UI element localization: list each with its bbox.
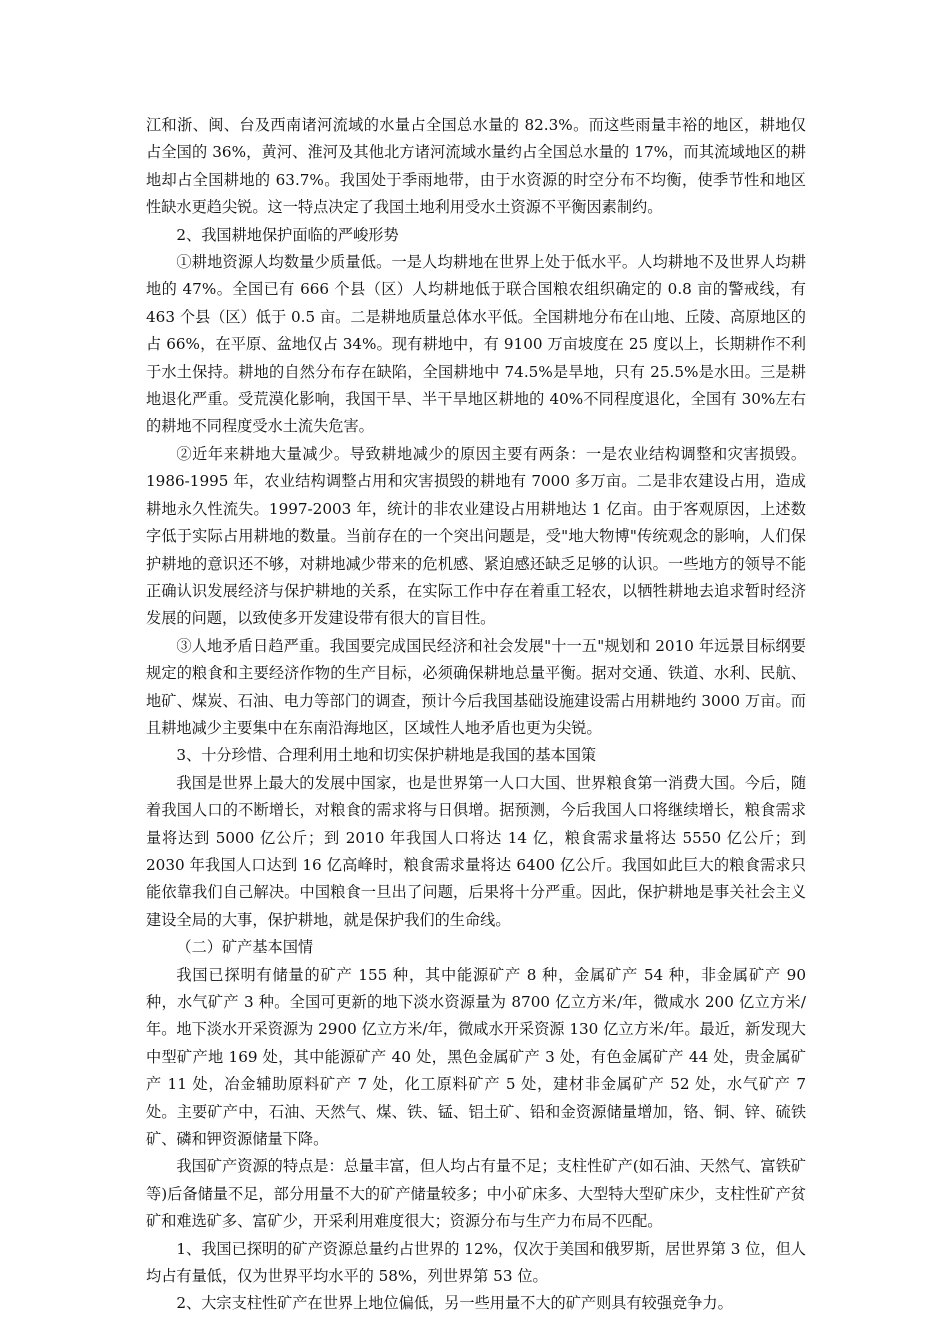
paragraph-pillar-minerals: 2、大宗支柱性矿产在世界上地位偏低，另一些用量不大的矿产则具有较强竞争力。 [176,1294,733,1313]
paragraph-farmland-decrease: ②近年来耕地大量减少。导致耕地减少的原因主要有两条：一是农业结构调整和灾害损毁。1986-1995 年，农业结构调整占用和灾害损毁的耕地有 7000 多万亩。二是非农建设占用，造成耕地永久性流失。1997-2003 年，统计的非农业建设占用耕地达 1 亿亩。由于客观原因，上述数字低于实际占用耕地的数量。当前存在的一个突出问题是，受"地大物博"传统观念的影响，人们保护耕地的意识还不够，对耕地减少带来的危机感、紧迫感还缺乏足够的认识。一些地方的领导不能正确认识发展经济与保护耕地的关系，在实际工作中存在着重工轻农，以牺牲耕地去追求暂时经济发展的问题，以致使多开发建设带有很大的盲目性。 [146,444,806,628]
paragraph-land-conflict: ③人地矛盾日趋严重。我国要完成国民经济和社会发展"十一五"规划和 2010 年远景目标纲要规定的粮食和主要经济作物的生产目标，必须确保耕地总量平衡。据对交通、铁道、水利、民航、地矿、煤炭、石油、电力等部门的调查，预计今后我国基础设施建设需占用耕地约 3000 万亩。而且耕地减少主要集中在东南沿海地区，区域性人地矛盾也更为尖锐。 [146,636,806,737]
paragraph-mineral-characteristics: 我国矿产资源的特点是：总量丰富，但人均占有量不足；支柱性矿产(如石油、天然气、富铁矿等)后备储量不足，部分用量不大的矿产储量较多；中小矿床多、大型特大型矿床少，支柱性矿产贫矿和难选矿多、富矿少，开采利用难度很大；资源分布与生产力布局不匹配。 [146,1157,806,1231]
paragraph-grain-demand: 我国是世界上最大的发展中国家，也是世界第一人口大国、世界粮食第一消费大国。今后，随着我国人口的不断增长，对粮食的需求将与日俱增。据预测，今后我国人口将继续增长，粮食需求量将达到 5000 亿公斤；到 2010 年我国人口将达 14 亿，粮食需求量将达 5550 亿公斤；到 2030 年我国人口达到 16 亿高峰时，粮食需求量将达 6400 亿公斤。我国如此巨大的粮食需求只能依靠我们自己解决。中国粮食一旦出了问题，后果将十分严重。因此，保护耕地是事关社会主义建设全局的大事，保护耕地，就是保护我们的生命线。 [146,773,806,929]
section-heading-basic-policy: 3、十分珍惜、合理利用土地和切实保护耕地是我国的基本国策 [176,746,597,765]
section-heading-mineral-conditions: （二）矿产基本国情 [176,938,314,957]
section-heading-farmland-situation: 2、我国耕地保护面临的严峻形势 [176,225,399,244]
paragraph-mineral-world-share: 1、我国已探明的矿产资源总量约占世界的 12%，仅次于美国和俄罗斯，居世界第 3 位，但人均占有量低，仅为世界平均水平的 58%，列世界第 53 位。 [146,1239,806,1286]
paragraph-water-distribution: 江和浙、闽、台及西南诸河流域的水量占全国总水量的 82.3%。而这些雨量丰裕的地区，耕地仅占全国的 36%，黄河、淮河及其他北方诸河流域水量约占全国总水量的 17%，而其流域地区的耕地却占全国耕地的 63.7%。我国处于季雨地带，由于水资源的时空分布不均衡，使季节性和地区性缺水更趋尖锐。这一特点决定了我国土地利用受水土资源不平衡因素制约。 [146,116,806,217]
paragraph-mineral-reserves: 我国已探明有储量的矿产 155 种，其中能源矿产 8 种，金属矿产 54 种，非金属矿产 90 种，水气矿产 3 种。全国可更新的地下淡水资源量为 8700 亿立方米/年，微咸水 200 亿立方米/年。地下淡水开采资源为 2900 亿立方米/年，微咸水开采资源 130 亿立方米/年。最近，新发现大中型矿产地 169 处，其中能源矿产 40 处，黑色金属矿产 3 处，有色金属矿产 44 处，贵金属矿产 11 处，冶金辅助原料矿产 7 处，化工原料矿产 5 处，建材非金属矿产 52 处，水气矿产 7 处。主要矿产中，石油、天然气、煤、铁、锰、铝土矿、铅和金资源储量增加，铬、铜、锌、硫铁矿、磷和钾资源储量下降。 [146,965,806,1149]
document-body [146,112,806,1318]
paragraph-farmland-quality: ①耕地资源人均数量少质量低。一是人均耕地在世界上处于低水平。人均耕地不及世界人均耕地的 47%。全国已有 666 个县（区）人均耕地低于联合国粮农组织确定的 0.8 亩的警戒线，有 463 个县（区）低于 0.5 亩。二是耕地质量总体水平低。全国耕地分布在山地、丘陵、高原地区的占 66%，在平原、盆地仅占 34%。现有耕地中，有 9100 万亩坡度在 25 度以上，长期耕作不利于水土保持。耕地的自然分布存在缺陷，全国耕地中 74.5%是旱地，只有 25.5%是水田。三是耕地退化严重。受荒漠化影响，我国干旱、半干旱地区耕地的 40%不同程度退化，全国有 30%左右的耕地不同程度受水土流失危害。 [146,253,806,436]
